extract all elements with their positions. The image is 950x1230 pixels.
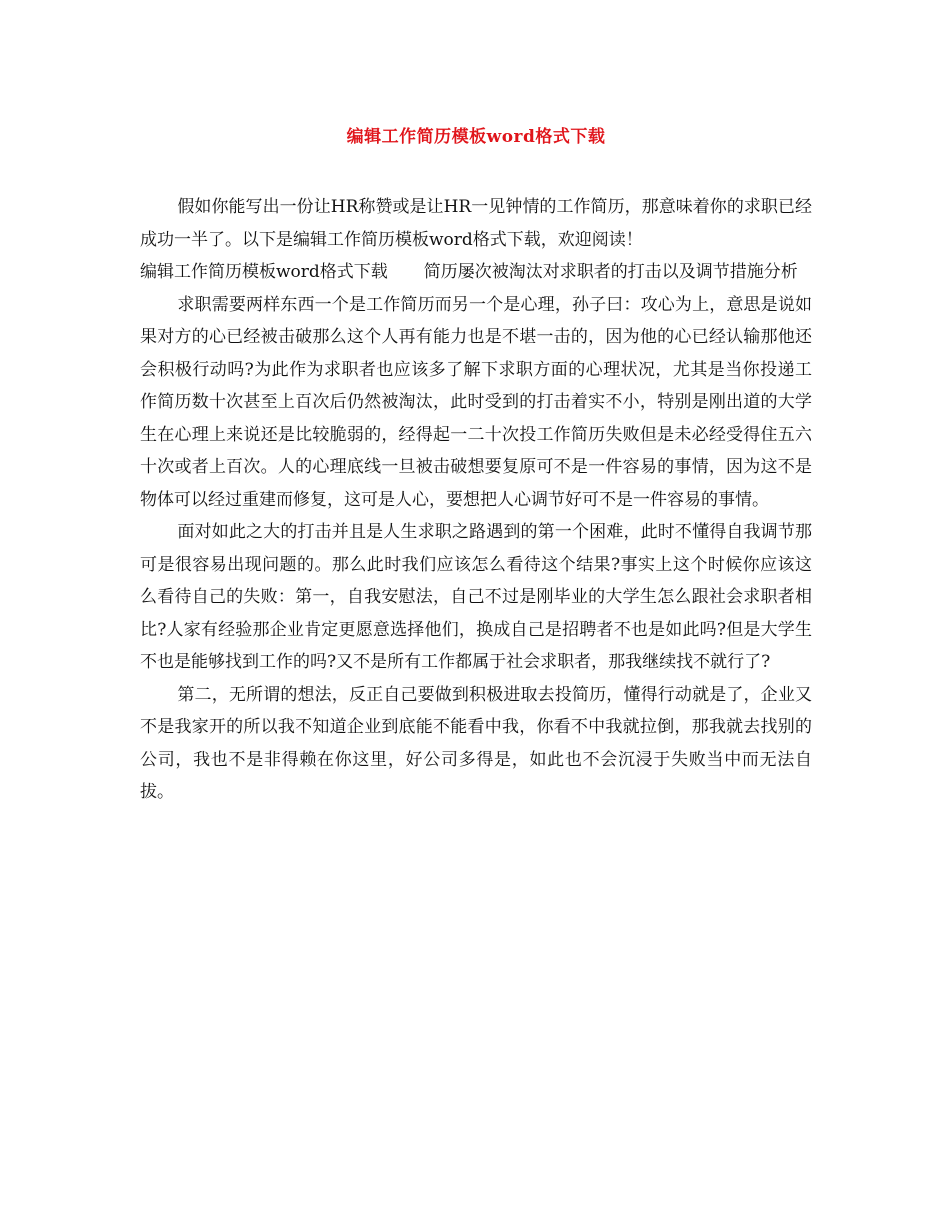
document-content [140,120,812,809]
body-paragraph-3: 第二，无所谓的想法，反正自己要做到积极进取去投简历，懂得行动就是了，企业又不是我家开的所以我不知道企业到底能不能看中我，你看不中我就拉倒，那我就去找别的公司，我也不是非得赖在你这里，好公司多得是，如此也不会沉浸于失败当中而无法自拔。 [140,684,812,802]
document-title: 编辑工作简历模板word格式下载 [346,127,606,147]
document-body [140,191,812,809]
subheading-left: 编辑工作简历模板word格式下载 [140,262,388,282]
body-paragraph-1: 求职需要两样东西一个是工作简历而另一个是心理，孙子曰：攻心为上，意思是说如果对方的心已经被击破那么这个人再有能力也是不堪一击的，因为他的心已经认输那他还会积极行动吗?为此作为求职者也应该多了解下求职方面的心理状况，尤其是当你投递工作简历数十次甚至上百次后仍然被淘汰，此时受到的打击着实不小，特别是刚出道的大学生在心理上来说还是比较脆弱的，经得起一二十次投工作简历失败但是未必经受得住五六十次或者上百次。人的心理底线一旦被击破想要复原可不是一件容易的事情，因为这不是物体可以经过重建而修复，这可是人心，要想把人心调节好可不是一件容易的事情。 [140,294,812,510]
subheading-right: 简历屡次被淘汰对求职者的打击以及调节措施分析 [423,262,798,282]
intro-paragraph: 假如你能写出一份让HR称赞或是让HR一见钟情的工作简历，那意味着你的求职已经成功一半了。以下是编辑工作简历模板word格式下载，欢迎阅读！ [140,197,812,250]
body-paragraph-2: 面对如此之大的打击并且是人生求职之路遇到的第一个困难，此时不懂得自我调节那可是很容易出现问题的。那么此时我们应该怎么看待这个结果?事实上这个时候你应该这么看待自己的失败：第一，自我安慰法，自己不过是刚毕业的大学生怎么跟社会求职者相比?人家有经验那企业肯定更愿意选择他们，换成自己是招聘者不也是如此吗?但是大学生不也是能够找到工作的吗?又不是所有工作都属于社会求职者，那我继续找不就行了? [140,522,812,672]
subheading-line [140,256,812,289]
